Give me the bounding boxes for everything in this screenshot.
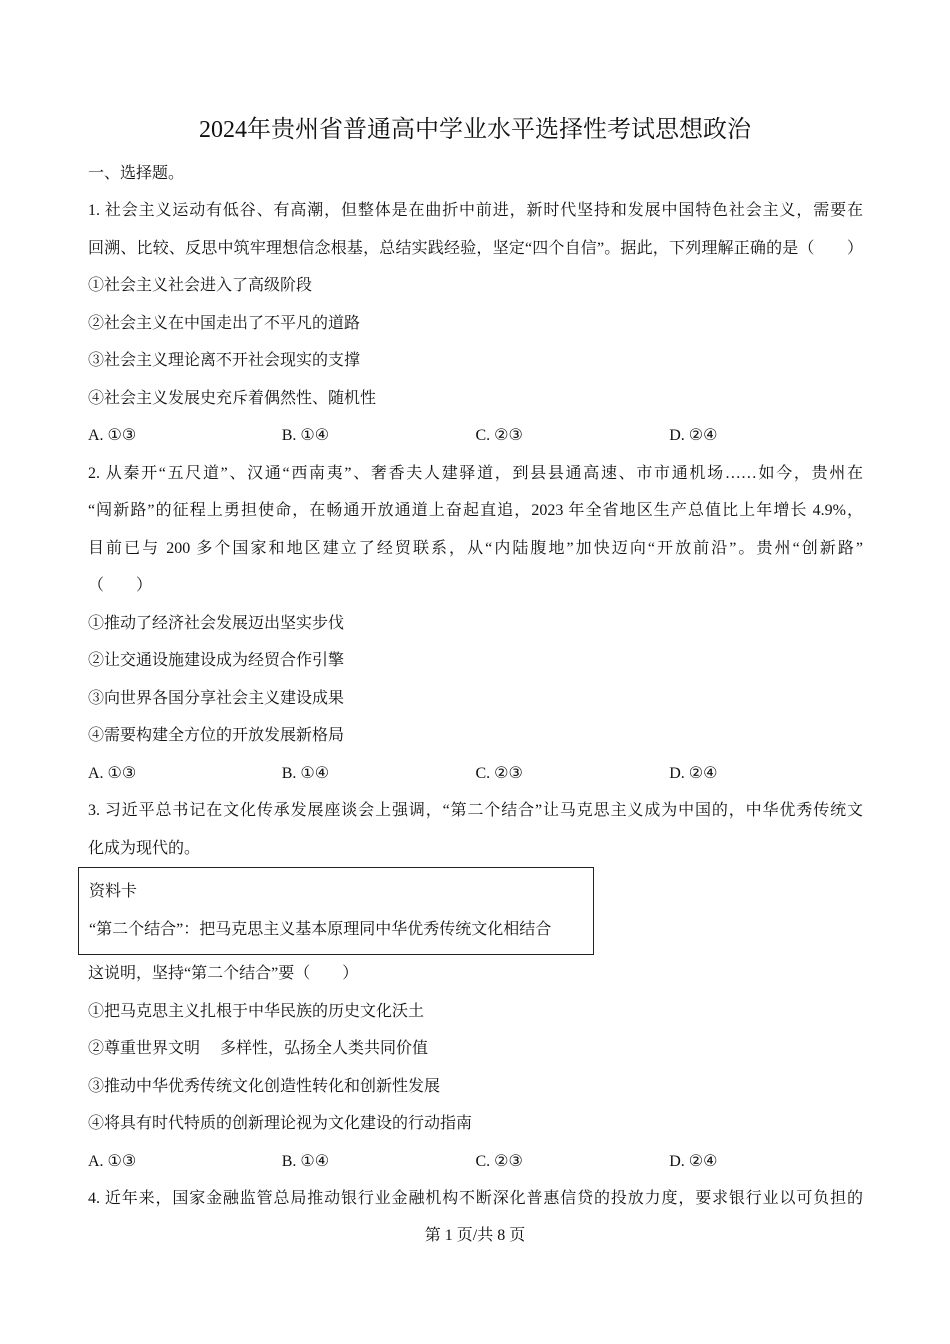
option-item: ②社会主义在中国走出了不平凡的道路: [88, 314, 361, 332]
question-stem: 3. 习近平总书记在文化传承发展座谈会上强调，“第二个结合”让马克思主义成为中国的，中华优秀传统文: [88, 802, 863, 819]
answer-d: D. ②④: [669, 1152, 718, 1170]
question-stem: 4. 近年来，国家金融监管总局推动银行业金融机构不断深化普惠信贷的投放力度，要求银行业以可负担的: [88, 1190, 863, 1207]
question-1: [88, 192, 863, 455]
document-body: [88, 192, 863, 1218]
answer-a: A. ①③: [88, 427, 137, 444]
answer-c: C. ②③: [475, 764, 523, 782]
question-4: [88, 1180, 863, 1218]
answer-b: B. ①④: [281, 1152, 330, 1170]
question-stem: 目前已与 200 多个国家和地区建立了经贸联系，从“内陆腹地”加快迈向“开放前沿”。贵州“创新路”: [88, 539, 863, 557]
question-stem: 回溯、比较、反思中筑牢理想信念根基，总结实践经验，坚定“四个自信”。据此，下列理解正确的是（ ）: [88, 239, 863, 257]
question-stem: （ ）: [88, 577, 153, 594]
answer-d: D. ②④: [669, 764, 718, 782]
option-item: ③社会主义理论离不开社会现实的支撑: [88, 352, 361, 369]
option-item: ①推动了经济社会发展迈出坚实步伐: [88, 614, 345, 632]
question-stem: “闯新路”的征程上勇担使命，在畅通开放通道上奋起直追，2023 年全省地区生产总值比上年增长 4.9%，: [88, 502, 863, 519]
info-card: [78, 867, 594, 955]
question-prompt: 这说明，坚持“第二个结合”要（ ）: [88, 965, 359, 982]
answer-choices: [88, 1143, 863, 1181]
answer-choices: [88, 417, 863, 455]
question-stem: 1. 社会主义运动有低谷、有高潮，但整体是在曲折中前进，新时代坚持和发展中国特色社会主义，需要在: [88, 202, 863, 219]
question-3: [88, 792, 863, 1180]
answer-b: B. ①④: [281, 764, 330, 782]
option-item: ④社会主义发展史充斥着偶然性、随机性: [88, 389, 377, 407]
option-item: ③向世界各国分享社会主义建设成果: [88, 689, 345, 707]
info-card-text: “第二个结合”：把马克思主义基本原理同中华优秀传统文化相结合: [89, 920, 552, 938]
option-item: ④需要构建全方位的开放发展新格局: [88, 727, 345, 744]
question-stem: 化成为现代的。: [88, 839, 201, 857]
answer-choices: [88, 755, 863, 793]
page-footer: 第 1 页/共 8 页: [424, 1227, 526, 1244]
page-title: 2024年贵州省普通高中学业水平选择性考试思想政治: [199, 117, 751, 143]
section-heading: 一、选择题。: [88, 165, 185, 182]
option-item: ②尊重世界文明 多样性，弘扬全人类共同价值: [88, 1040, 429, 1057]
question-2: [88, 455, 863, 793]
info-card-title: 资料卡: [89, 883, 138, 900]
answer-a: A. ①③: [88, 1152, 137, 1170]
question-stem: 2. 从秦开“五尺道”、汉通“西南夷”、奢香夫人建驿道，到县县通高速、市市通机场……如今，贵州在: [88, 464, 863, 482]
option-item: ①社会主义社会进入了高级阶段: [88, 277, 313, 294]
option-item: ③推动中华优秀传统文化创造性转化和创新性发展: [88, 1077, 441, 1095]
answer-c: C. ②③: [475, 1152, 523, 1170]
option-item: ①把马克思主义扎根于中华民族的历史文化沃土: [88, 1002, 425, 1020]
answer-d: D. ②④: [669, 427, 718, 444]
option-item: ②让交通设施建设成为经贸合作引擎: [88, 652, 345, 669]
answer-c: C. ②③: [475, 427, 523, 444]
option-item: ④将具有时代特质的创新理论视为文化建设的行动指南: [88, 1115, 473, 1132]
answer-b: B. ①④: [281, 427, 330, 444]
answer-a: A. ①③: [88, 764, 137, 782]
